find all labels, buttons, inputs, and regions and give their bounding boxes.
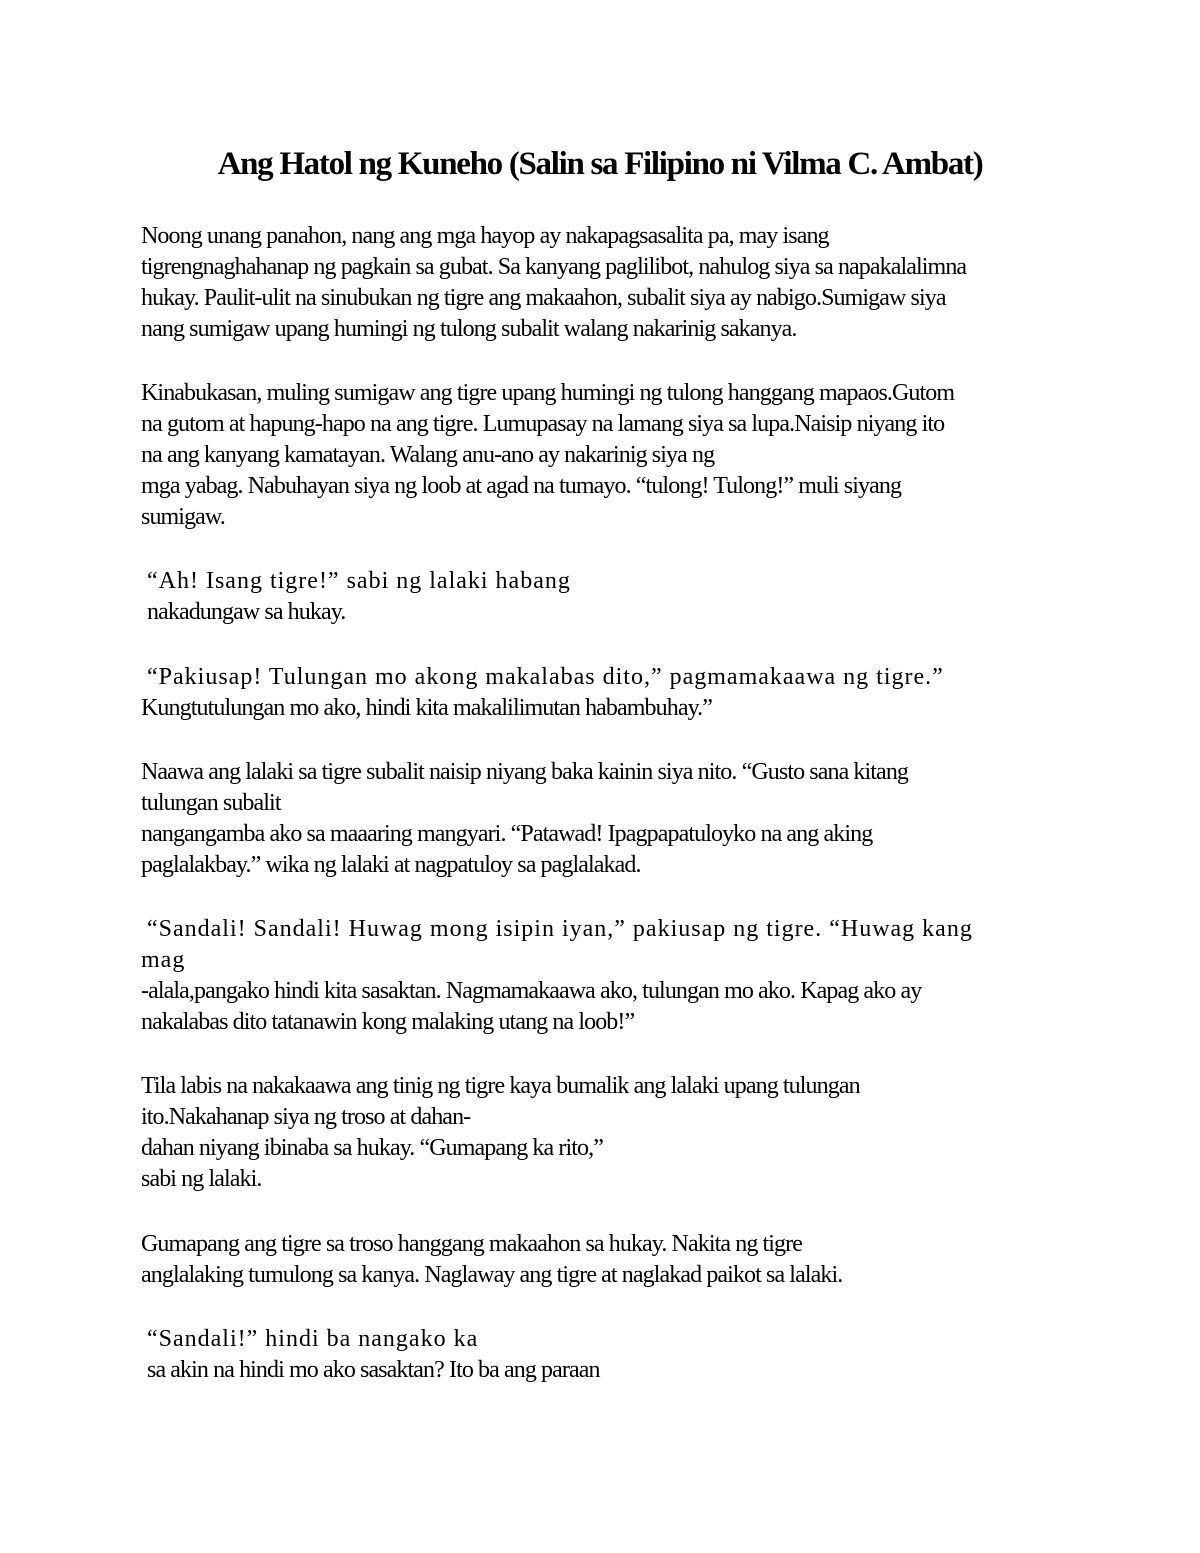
paragraph-line: nakadungaw sa hukay. — [147, 599, 346, 625]
paragraph-line: anglalaking tumulong sa kanya. Naglaway ang tigre at naglakad paikot sa lalaki. — [141, 1262, 843, 1288]
paragraph-line: tigrengnaghahanap ng pagkain sa gubat. Sa kanyang paglilibot, nahulog siya sa napakalalimna — [141, 254, 967, 280]
paragraph-line: mga yabag. Nabuhayan siya ng loob at agad na tumayo. “tulong! Tulong!” muli siyang — [141, 473, 902, 499]
paragraph-line: Tila labis na nakakaawa ang tinig ng tigre kaya bumalik ang lalaki upang tulungan — [141, 1073, 860, 1099]
paragraph-line: “Pakiusap! Tulungan mo akong makalabas dito,” pagmamakaawa ng tigre.” — [147, 664, 944, 690]
paragraph-line: Kinabukasan, muling sumigaw ang tigre upang humingi ng tulong hanggang mapaos.Gutom — [141, 380, 955, 406]
paragraph-line: nakalabas dito tatanawin kong malaking utang na loob!” — [141, 1009, 635, 1035]
paragraph-line: na ang kanyang kamatayan. Walang anu-ano ay nakarinig siya ng — [141, 442, 715, 468]
paragraph-5 — [141, 757, 908, 881]
paragraph-line: Naawa ang lalaki sa tigre subalit naisip niyang baka kainin siya nito. “Gusto sana kitang — [141, 759, 909, 785]
paragraph-line: hukay. Paulit-ulit na sinubukan ng tigre ang makaahon, subalit siya ay nabigo.Sumigaw siya — [141, 285, 946, 311]
paragraph-line: Kungtutulungan mo ako, hindi kita makalilimutan habambuhay.” — [141, 695, 712, 721]
paragraph-line: na gutom at hapung-hapo na ang tigre. Lumupasay na lamang siya sa lupa.Naisip niyang ito — [141, 411, 945, 437]
paragraph-8 — [141, 1229, 842, 1291]
paragraph-2 — [141, 378, 954, 533]
paragraph-6 — [141, 914, 973, 1038]
paragraph-1 — [141, 221, 966, 345]
paragraph-9 — [141, 1324, 600, 1386]
paragraph-4 — [141, 662, 944, 724]
paragraph-line: sumigaw. — [141, 504, 225, 530]
paragraph-line: mag — [141, 947, 186, 973]
paragraph-line: “Sandali!” hindi ba nangako ka — [147, 1326, 479, 1352]
document-title: Ang Hatol ng Kuneho (Salin sa Filipino ni Vilma C. Ambat) — [217, 146, 983, 182]
paragraph-line: dahan niyang ibinaba sa hukay. “Gumapang ka rito,” — [141, 1135, 603, 1161]
paragraph-3 — [141, 566, 571, 628]
paragraph-line: nang sumigaw upang humingi ng tulong subalit walang nakarinig sakanya. — [141, 316, 797, 342]
paragraph-line: “Sandali! Sandali! Huwag mong isipin iyan,” pakiusap ng tigre. “Huwag kang — [147, 916, 973, 942]
paragraph-line: ito.Nakahanap siya ng troso at dahan- — [141, 1104, 471, 1130]
paragraph-line: nangangamba ako sa maaaring mangyari. “Patawad! Ipagpapatuloyko na ang aking — [141, 821, 873, 847]
paragraph-7 — [141, 1071, 860, 1195]
paragraph-line: -alala,pangako hindi kita sasaktan. Nagmamakaawa ako, tulungan mo ako. Kapag ako ay — [141, 978, 922, 1004]
paragraph-line: Gumapang ang tigre sa troso hanggang makaahon sa hukay. Nakita ng tigre — [141, 1231, 802, 1257]
paragraph-line: Noong unang panahon, nang ang mga hayop ay nakapagsasalita pa, may isang — [141, 223, 829, 249]
paragraph-line: sabi ng lalaki. — [141, 1166, 262, 1192]
paragraph-line: sa akin na hindi mo ako sasaktan? Ito ba ang paraan — [147, 1357, 600, 1383]
paragraph-line: tulungan subalit — [141, 790, 281, 816]
paragraph-line: “Ah! Isang tigre!” sabi ng lalaki habang — [147, 568, 571, 594]
paragraph-line: paglalakbay.” wika ng lalaki at nagpatuloy sa paglalakad. — [141, 852, 641, 878]
